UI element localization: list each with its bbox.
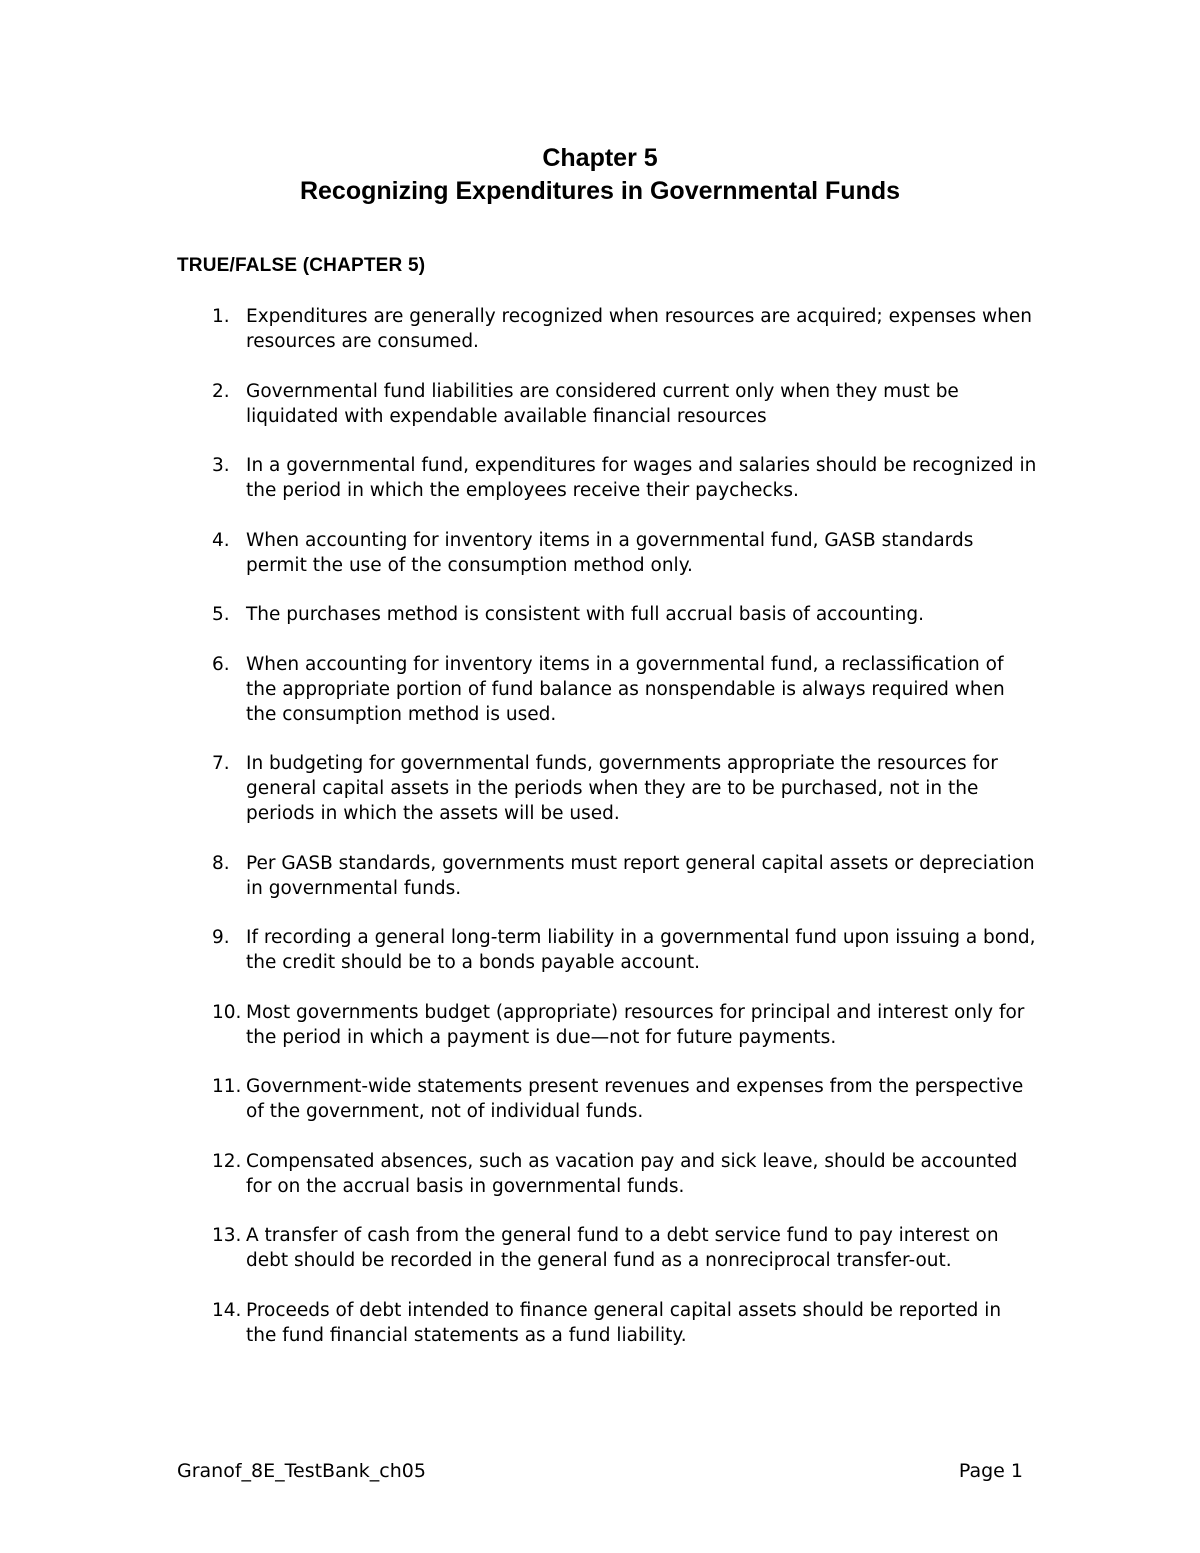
question-number: 8.	[212, 852, 230, 874]
question-text: Compensated absences, such as vacation pay and sick leave, should be accounted for on the accrual basis in governmental funds.	[246, 1150, 1018, 1197]
question-text: Per GASB standards, governments must report general capital assets or depreciation in governmental funds.	[246, 852, 1035, 899]
question-number: 11.	[212, 1076, 242, 1097]
question-number: 7.	[212, 753, 230, 774]
question-item	[177, 379, 1037, 429]
question-text: Governmental fund liabilities are considered current only when they must be liquidated with expendable available financial resources	[246, 380, 959, 427]
question-item	[177, 1298, 1037, 1348]
question-number: 1.	[212, 306, 230, 327]
question-number: 14.	[212, 1299, 242, 1321]
question-item	[177, 1149, 1037, 1199]
question-text: Government-wide statements present revenues and expenses from the perspective of the government, not of individual funds.	[246, 1076, 1024, 1122]
chapter-title: Recognizing Expenditures in Governmental Funds	[299, 177, 901, 205]
question-number: 6.	[212, 653, 230, 675]
question-item	[177, 751, 1037, 826]
question-text: The purchases method is consistent with full accrual basis of accounting.	[246, 604, 925, 625]
question-item	[177, 652, 1037, 727]
question-text: If recording a general long-term liability in a governmental fund upon issuing a bond, the credit should be to a bonds payable account.	[246, 927, 1036, 973]
question-text: Expenditures are generally recognized when resources are acquired; expenses when resources are consumed.	[246, 306, 1033, 352]
question-number: 5.	[212, 604, 230, 625]
question-text: In a governmental fund, expenditures for wages and salaries should be recognized in the period in which the employees receive their paychecks.	[246, 455, 1037, 501]
question-item	[177, 1000, 1037, 1050]
question-number: 10.	[212, 1001, 242, 1023]
question-list	[177, 304, 1037, 1372]
question-number: 3.	[212, 455, 230, 476]
question-number: 13.	[212, 1225, 242, 1246]
section-heading: TRUE/FALSE (CHAPTER 5)	[177, 255, 426, 276]
question-text: Most governments budget (appropriate) resources for principal and interest only for the period in which a payment is due—not for future payments.	[246, 1001, 1025, 1048]
question-item	[177, 1074, 1037, 1124]
question-item	[177, 528, 1037, 578]
question-item	[177, 851, 1037, 901]
question-number: 12.	[212, 1150, 242, 1172]
question-number: 9.	[212, 927, 230, 948]
question-text: A transfer of cash from the general fund to a debt service fund to pay interest on debt should be recorded in the general fund as a nonreciprocal transfer-out.	[246, 1225, 999, 1271]
question-item	[177, 1223, 1037, 1273]
question-item	[177, 453, 1037, 503]
question-number: 4.	[212, 529, 230, 551]
question-text: When accounting for inventory items in a governmental fund, GASB standards permit the use of the consumption method only.	[246, 529, 974, 576]
footer-file-name: Granof_8E_TestBank_ch05	[177, 1460, 426, 1482]
question-text: Proceeds of debt intended to finance general capital assets should be reported in the fund financial statements as a fund liability.	[246, 1299, 1002, 1346]
question-text: In budgeting for governmental funds, governments appropriate the resources for general capital assets in the periods when they are to be purchased, not in the periods in which the assets will be used.	[246, 753, 998, 824]
title-block	[0, 142, 1200, 208]
question-number: 2.	[212, 380, 230, 402]
question-item	[177, 925, 1037, 975]
question-item	[177, 602, 1037, 627]
footer-page-number: Page 1	[958, 1460, 1023, 1482]
question-text: When accounting for inventory items in a governmental fund, a reclassification of the appropriate portion of fund balance as nonspendable is always required when the consumption method is used.	[246, 653, 1005, 725]
chapter-label: Chapter 5	[542, 144, 658, 172]
question-item	[177, 304, 1037, 354]
